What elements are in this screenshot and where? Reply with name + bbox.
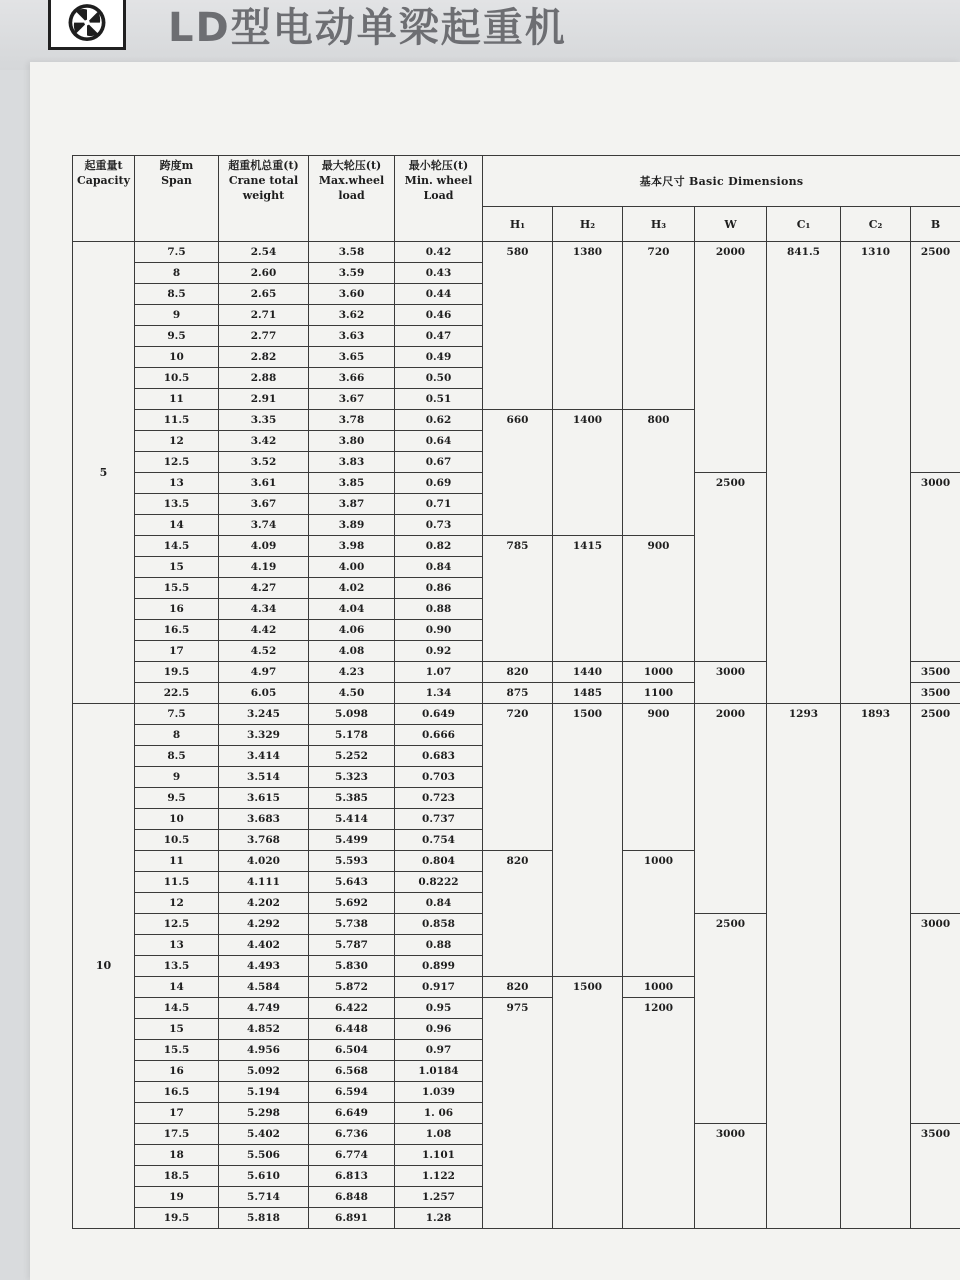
dim-h1-cell: 975 xyxy=(483,998,553,1229)
span-cell: 7.5 xyxy=(135,242,219,263)
span-cell: 12.5 xyxy=(135,452,219,473)
max-load-cell: 3.87 xyxy=(309,494,395,515)
span-cell: 9.5 xyxy=(135,326,219,347)
min-load-cell: 0.649 xyxy=(395,704,483,725)
weight-cell: 2.82 xyxy=(219,347,309,368)
weight-cell: 4.749 xyxy=(219,998,309,1019)
header-max-load-label: 最大轮压(t) Max.wheel load xyxy=(318,159,385,202)
dim-h2-cell: 1500 xyxy=(553,977,623,1229)
dim-h3-cell: 1200 xyxy=(623,998,695,1229)
span-cell: 14 xyxy=(135,515,219,536)
weight-cell: 4.202 xyxy=(219,893,309,914)
min-load-cell: 0.88 xyxy=(395,935,483,956)
max-load-cell: 3.78 xyxy=(309,410,395,431)
weight-cell: 4.52 xyxy=(219,641,309,662)
fan-logo-icon xyxy=(48,0,126,50)
span-cell: 8.5 xyxy=(135,746,219,767)
max-load-cell: 6.891 xyxy=(309,1208,395,1229)
dim-h2-cell: 1380 xyxy=(553,242,623,410)
dim-w-cell: 2500 xyxy=(695,473,767,662)
span-cell: 15 xyxy=(135,557,219,578)
max-load-cell: 3.80 xyxy=(309,431,395,452)
page-title: LD型电动单梁起重机 xyxy=(168,5,567,51)
max-load-cell: 6.649 xyxy=(309,1103,395,1124)
weight-cell: 5.402 xyxy=(219,1124,309,1145)
max-load-cell: 5.499 xyxy=(309,830,395,851)
weight-cell: 4.111 xyxy=(219,872,309,893)
weight-cell: 5.610 xyxy=(219,1166,309,1187)
max-load-cell: 6.813 xyxy=(309,1166,395,1187)
header-span xyxy=(135,156,219,242)
max-load-cell: 6.848 xyxy=(309,1187,395,1208)
max-load-cell: 3.66 xyxy=(309,368,395,389)
table-header xyxy=(73,156,960,242)
min-load-cell: 0.737 xyxy=(395,809,483,830)
min-load-cell: 0.82 xyxy=(395,536,483,557)
dim-w-cell: 3000 xyxy=(695,1124,767,1229)
span-cell: 19.5 xyxy=(135,1208,219,1229)
max-load-cell: 3.67 xyxy=(309,389,395,410)
header-b: B xyxy=(911,207,960,242)
dim-b-cell: 3500 xyxy=(911,662,960,683)
max-load-cell: 3.98 xyxy=(309,536,395,557)
span-cell: 12 xyxy=(135,431,219,452)
dim-h3-cell: 1000 xyxy=(623,977,695,998)
span-cell: 10.5 xyxy=(135,830,219,851)
table-row xyxy=(73,242,960,263)
min-load-cell: 1.28 xyxy=(395,1208,483,1229)
span-cell: 13.5 xyxy=(135,956,219,977)
min-load-cell: 0.754 xyxy=(395,830,483,851)
dim-h2-cell: 1500 xyxy=(553,704,623,977)
dim-b-cell: 3500 xyxy=(911,683,960,704)
dim-b-cell: 3000 xyxy=(911,914,960,1124)
spec-table xyxy=(72,155,960,1229)
weight-cell: 4.020 xyxy=(219,851,309,872)
weight-cell: 2.54 xyxy=(219,242,309,263)
dim-h1-cell: 660 xyxy=(483,410,553,536)
min-load-cell: 0.73 xyxy=(395,515,483,536)
span-cell: 13.5 xyxy=(135,494,219,515)
weight-cell: 6.05 xyxy=(219,683,309,704)
span-cell: 16 xyxy=(135,1061,219,1082)
dim-h2-cell: 1485 xyxy=(553,683,623,704)
dim-b-cell: 3000 xyxy=(911,473,960,662)
header-capacity xyxy=(73,156,135,242)
capacity-cell: 5 xyxy=(73,242,135,704)
span-cell: 17.5 xyxy=(135,1124,219,1145)
max-load-cell: 5.385 xyxy=(309,788,395,809)
dim-h2-cell: 1400 xyxy=(553,410,623,536)
span-cell: 9.5 xyxy=(135,788,219,809)
weight-cell: 2.65 xyxy=(219,284,309,305)
max-load-cell: 6.448 xyxy=(309,1019,395,1040)
min-load-cell: 0.95 xyxy=(395,998,483,1019)
header-capacity-label: 起重量t Capacity xyxy=(76,159,131,187)
max-load-cell: 5.414 xyxy=(309,809,395,830)
span-cell: 16 xyxy=(135,599,219,620)
min-load-cell: 0.62 xyxy=(395,410,483,431)
max-load-cell: 3.89 xyxy=(309,515,395,536)
weight-cell: 4.34 xyxy=(219,599,309,620)
min-load-cell: 1. 06 xyxy=(395,1103,483,1124)
min-load-cell: 0.84 xyxy=(395,557,483,578)
max-load-cell: 5.738 xyxy=(309,914,395,935)
dim-w-cell: 3000 xyxy=(695,662,767,704)
span-cell: 14.5 xyxy=(135,998,219,1019)
header-span-label: 跨度m Span xyxy=(159,159,194,187)
span-cell: 19.5 xyxy=(135,662,219,683)
min-load-cell: 0.71 xyxy=(395,494,483,515)
weight-cell: 3.74 xyxy=(219,515,309,536)
weight-cell: 3.615 xyxy=(219,788,309,809)
dim-h3-cell: 1100 xyxy=(623,683,695,704)
weight-cell: 4.09 xyxy=(219,536,309,557)
min-load-cell: 0.899 xyxy=(395,956,483,977)
min-load-cell: 0.96 xyxy=(395,1019,483,1040)
weight-cell: 4.97 xyxy=(219,662,309,683)
weight-cell: 5.194 xyxy=(219,1082,309,1103)
header-h1: H₁ xyxy=(483,207,553,242)
dim-w-cell: 2000 xyxy=(695,704,767,914)
min-load-cell: 0.49 xyxy=(395,347,483,368)
max-load-cell: 4.04 xyxy=(309,599,395,620)
max-load-cell: 3.83 xyxy=(309,452,395,473)
span-cell: 16.5 xyxy=(135,1082,219,1103)
weight-cell: 3.61 xyxy=(219,473,309,494)
header-min-load-label: 最小轮压(t) Min. wheel Load xyxy=(404,159,473,202)
span-cell: 11 xyxy=(135,389,219,410)
span-cell: 17 xyxy=(135,641,219,662)
span-cell: 19 xyxy=(135,1187,219,1208)
weight-cell: 5.092 xyxy=(219,1061,309,1082)
span-cell: 10 xyxy=(135,809,219,830)
dim-h1-cell: 785 xyxy=(483,536,553,662)
min-load-cell: 1.101 xyxy=(395,1145,483,1166)
max-load-cell: 6.422 xyxy=(309,998,395,1019)
weight-cell: 5.818 xyxy=(219,1208,309,1229)
min-load-cell: 0.51 xyxy=(395,389,483,410)
weight-cell: 4.19 xyxy=(219,557,309,578)
weight-cell: 4.956 xyxy=(219,1040,309,1061)
min-load-cell: 0.723 xyxy=(395,788,483,809)
max-load-cell: 4.50 xyxy=(309,683,395,704)
dim-h1-cell: 720 xyxy=(483,704,553,851)
weight-cell: 3.329 xyxy=(219,725,309,746)
min-load-cell: 1.07 xyxy=(395,662,483,683)
span-cell: 15.5 xyxy=(135,1040,219,1061)
weight-cell: 4.584 xyxy=(219,977,309,998)
span-cell: 17 xyxy=(135,1103,219,1124)
table-row xyxy=(73,704,960,725)
min-load-cell: 0.804 xyxy=(395,851,483,872)
weight-cell: 5.506 xyxy=(219,1145,309,1166)
weight-cell: 5.714 xyxy=(219,1187,309,1208)
min-load-cell: 0.42 xyxy=(395,242,483,263)
max-load-cell: 6.504 xyxy=(309,1040,395,1061)
min-load-cell: 0.92 xyxy=(395,641,483,662)
min-load-cell: 1.257 xyxy=(395,1187,483,1208)
span-cell: 11 xyxy=(135,851,219,872)
min-load-cell: 0.44 xyxy=(395,284,483,305)
dim-h1-cell: 820 xyxy=(483,662,553,683)
dim-h3-cell: 900 xyxy=(623,536,695,662)
header-h2: H₂ xyxy=(553,207,623,242)
dim-b-cell: 2500 xyxy=(911,704,960,914)
weight-cell: 2.60 xyxy=(219,263,309,284)
header-w: W xyxy=(695,207,767,242)
max-load-cell: 5.872 xyxy=(309,977,395,998)
dim-h1-cell: 580 xyxy=(483,242,553,410)
min-load-cell: 1.122 xyxy=(395,1166,483,1187)
max-load-cell: 3.62 xyxy=(309,305,395,326)
header-basic-dimensions: 基本尺寸 Basic Dimensions xyxy=(483,156,960,207)
min-load-cell: 1.039 xyxy=(395,1082,483,1103)
dim-h3-cell: 1000 xyxy=(623,851,695,977)
span-cell: 11.5 xyxy=(135,410,219,431)
max-load-cell: 3.58 xyxy=(309,242,395,263)
dim-h3-cell: 720 xyxy=(623,242,695,410)
min-load-cell: 0.666 xyxy=(395,725,483,746)
span-cell: 8 xyxy=(135,263,219,284)
dim-h3-cell: 800 xyxy=(623,410,695,536)
header-weight xyxy=(219,156,309,242)
min-load-cell: 1.34 xyxy=(395,683,483,704)
weight-cell: 3.768 xyxy=(219,830,309,851)
max-load-cell: 4.06 xyxy=(309,620,395,641)
span-cell: 9 xyxy=(135,767,219,788)
dim-w-cell: 2500 xyxy=(695,914,767,1124)
min-load-cell: 0.43 xyxy=(395,263,483,284)
weight-cell: 3.683 xyxy=(219,809,309,830)
max-load-cell: 6.774 xyxy=(309,1145,395,1166)
min-load-cell: 0.8222 xyxy=(395,872,483,893)
span-cell: 8 xyxy=(135,725,219,746)
min-load-cell: 0.86 xyxy=(395,578,483,599)
dim-h1-cell: 875 xyxy=(483,683,553,704)
min-load-cell: 1.08 xyxy=(395,1124,483,1145)
span-cell: 18.5 xyxy=(135,1166,219,1187)
min-load-cell: 0.67 xyxy=(395,452,483,473)
weight-cell: 3.514 xyxy=(219,767,309,788)
max-load-cell: 5.098 xyxy=(309,704,395,725)
span-cell: 14.5 xyxy=(135,536,219,557)
min-load-cell: 0.97 xyxy=(395,1040,483,1061)
min-load-cell: 1.0184 xyxy=(395,1061,483,1082)
span-cell: 22.5 xyxy=(135,683,219,704)
max-load-cell: 6.736 xyxy=(309,1124,395,1145)
max-load-cell: 5.323 xyxy=(309,767,395,788)
weight-cell: 2.88 xyxy=(219,368,309,389)
max-load-cell: 6.568 xyxy=(309,1061,395,1082)
max-load-cell: 5.830 xyxy=(309,956,395,977)
weight-cell: 3.35 xyxy=(219,410,309,431)
header-min-load xyxy=(395,156,483,242)
weight-cell: 2.91 xyxy=(219,389,309,410)
dim-h1-cell: 820 xyxy=(483,977,553,998)
span-cell: 10.5 xyxy=(135,368,219,389)
max-load-cell: 5.252 xyxy=(309,746,395,767)
max-load-cell: 5.787 xyxy=(309,935,395,956)
min-load-cell: 0.90 xyxy=(395,620,483,641)
max-load-cell: 3.65 xyxy=(309,347,395,368)
dim-w-cell: 2000 xyxy=(695,242,767,473)
span-cell: 10 xyxy=(135,347,219,368)
weight-cell: 2.77 xyxy=(219,326,309,347)
dim-c2-cell: 1893 xyxy=(841,704,911,1229)
dim-b-cell: 2500 xyxy=(911,242,960,473)
min-load-cell: 0.64 xyxy=(395,431,483,452)
span-cell: 12 xyxy=(135,893,219,914)
min-load-cell: 0.683 xyxy=(395,746,483,767)
span-cell: 8.5 xyxy=(135,284,219,305)
dim-h1-cell: 820 xyxy=(483,851,553,977)
weight-cell: 2.71 xyxy=(219,305,309,326)
max-load-cell: 6.594 xyxy=(309,1082,395,1103)
weight-cell: 4.27 xyxy=(219,578,309,599)
span-cell: 13 xyxy=(135,473,219,494)
min-load-cell: 0.84 xyxy=(395,893,483,914)
min-load-cell: 0.88 xyxy=(395,599,483,620)
max-load-cell: 5.593 xyxy=(309,851,395,872)
span-cell: 11.5 xyxy=(135,872,219,893)
weight-cell: 4.852 xyxy=(219,1019,309,1040)
weight-cell: 3.245 xyxy=(219,704,309,725)
span-cell: 18 xyxy=(135,1145,219,1166)
max-load-cell: 4.00 xyxy=(309,557,395,578)
weight-cell: 3.67 xyxy=(219,494,309,515)
span-cell: 13 xyxy=(135,935,219,956)
max-load-cell: 3.60 xyxy=(309,284,395,305)
dim-b-cell: 3500 xyxy=(911,1124,960,1229)
min-load-cell: 0.46 xyxy=(395,305,483,326)
dim-h2-cell: 1440 xyxy=(553,662,623,683)
min-load-cell: 0.47 xyxy=(395,326,483,347)
weight-cell: 3.414 xyxy=(219,746,309,767)
max-load-cell: 5.692 xyxy=(309,893,395,914)
span-cell: 14 xyxy=(135,977,219,998)
max-load-cell: 5.643 xyxy=(309,872,395,893)
capacity-cell: 10 xyxy=(73,704,135,1229)
min-load-cell: 0.50 xyxy=(395,368,483,389)
dim-c1-cell: 1293 xyxy=(767,704,841,1229)
span-cell: 12.5 xyxy=(135,914,219,935)
min-load-cell: 0.917 xyxy=(395,977,483,998)
max-load-cell: 3.63 xyxy=(309,326,395,347)
min-load-cell: 0.703 xyxy=(395,767,483,788)
header-h3: H₃ xyxy=(623,207,695,242)
max-load-cell: 4.02 xyxy=(309,578,395,599)
max-load-cell: 5.178 xyxy=(309,725,395,746)
dim-h3-cell: 1000 xyxy=(623,662,695,683)
dim-c1-cell: 841.5 xyxy=(767,242,841,704)
dim-c2-cell: 1310 xyxy=(841,242,911,704)
header-c2: C₂ xyxy=(841,207,911,242)
min-load-cell: 0.69 xyxy=(395,473,483,494)
weight-cell: 4.42 xyxy=(219,620,309,641)
span-cell: 15 xyxy=(135,1019,219,1040)
span-cell: 9 xyxy=(135,305,219,326)
header-weight-label: 超重机总重(t) Crane total weight xyxy=(228,159,299,202)
dim-h2-cell: 1415 xyxy=(553,536,623,662)
weight-cell: 3.42 xyxy=(219,431,309,452)
weight-cell: 4.402 xyxy=(219,935,309,956)
weight-cell: 5.298 xyxy=(219,1103,309,1124)
span-cell: 7.5 xyxy=(135,704,219,725)
weight-cell: 4.493 xyxy=(219,956,309,977)
weight-cell: 4.292 xyxy=(219,914,309,935)
header-c1: C₁ xyxy=(767,207,841,242)
weight-cell: 3.52 xyxy=(219,452,309,473)
max-load-cell: 3.85 xyxy=(309,473,395,494)
max-load-cell: 4.23 xyxy=(309,662,395,683)
span-cell: 16.5 xyxy=(135,620,219,641)
dim-h3-cell: 900 xyxy=(623,704,695,851)
spec-table-wrapper xyxy=(72,155,960,1280)
header-max-load xyxy=(309,156,395,242)
max-load-cell: 4.08 xyxy=(309,641,395,662)
min-load-cell: 0.858 xyxy=(395,914,483,935)
table-body xyxy=(73,242,960,1229)
max-load-cell: 3.59 xyxy=(309,263,395,284)
span-cell: 15.5 xyxy=(135,578,219,599)
